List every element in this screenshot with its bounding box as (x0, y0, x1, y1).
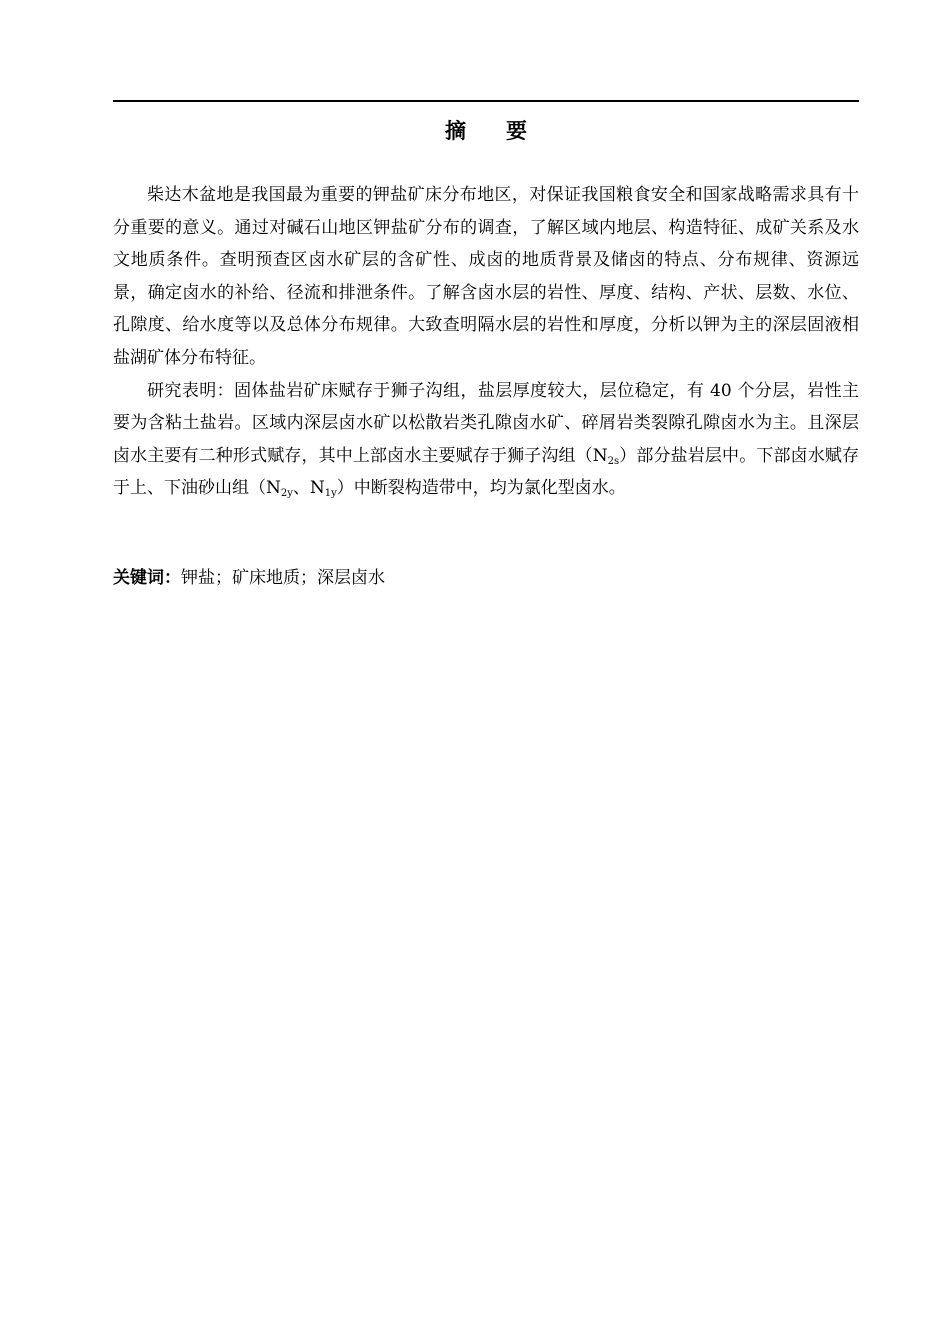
title-char-1: 摘 (445, 119, 466, 143)
paragraph-2-part-c: ）中断裂构造带中，均为氯化型卤水。 (336, 478, 626, 499)
formation-n2y: $N_{2y}$ (266, 478, 293, 500)
keywords-value: 钾盐；矿床地质；深层卤水 (181, 568, 385, 588)
formation-n2s: $N_{2s}$ (592, 445, 620, 467)
paragraph-2-part-b: ）部分盐岩层中。下部卤水赋存于上、下油砂山组（ (113, 445, 859, 499)
abstract-body (113, 179, 859, 505)
header-rule (113, 100, 859, 102)
formation-n1y: $N_{1y}$ (309, 478, 337, 500)
title-char-2: 要 (506, 119, 527, 143)
keywords-label: 关键词： (113, 568, 181, 588)
page-title (113, 115, 859, 147)
abstract-paragraph-1: 柴达木盆地是我国最为重要的钾盐矿床分布地区，对保证我国粮食安全和国家战略需求具有十分重要的意义。通过对碱石山地区钾盐矿分布的调查，了解区域内地层、构造特征、成矿关系及水文地质条件。查明预查区卤水矿层的含矿性、成卤的地质背景及储卤的特点、分布规律、资源远景，确定卤水的补给、径流和排泄条件。了解含卤水层的岩性、厚度、结构、产状、层数、水位、孔隙度、给水度等以及总体分布规律。大致查明隔水层的岩性和厚度，分析以钾为主的深层固液相盐湖矿体分布特征。 (113, 185, 859, 368)
paragraph-2-part-a: 研究表明：固体盐岩矿床赋存于狮子沟组，盐层厚度较大，层位稳定，有 40 个分层，岩性主要为含粘土盐岩。区域内深层卤水矿以松散岩类孔隙卤水矿、碎屑岩类裂隙孔隙卤水为主。且深层卤水主要有二种形式赋存，其中上部卤水主要赋存于狮子沟组（ (113, 380, 859, 466)
abstract-paragraph-2: 研究表明：固体盐岩矿床赋存于狮子沟组，盐层厚度较大，层位稳定，有 40 个分层，岩性主要为含粘土盐岩。区域内深层卤水矿以松散岩类孔隙卤水矿、碎屑岩类裂隙孔隙卤水为主。且深层卤水主要有二种形式赋存，其中上部卤水主要赋存于狮子沟组$(N_{2s})$部分盐岩层中。下部卤水赋存于上、下油砂山组（$N_{2y}$、$N_{1y}$）中断裂构造带中，均为氯化型卤水。 (113, 380, 859, 500)
keywords-line (113, 562, 859, 594)
